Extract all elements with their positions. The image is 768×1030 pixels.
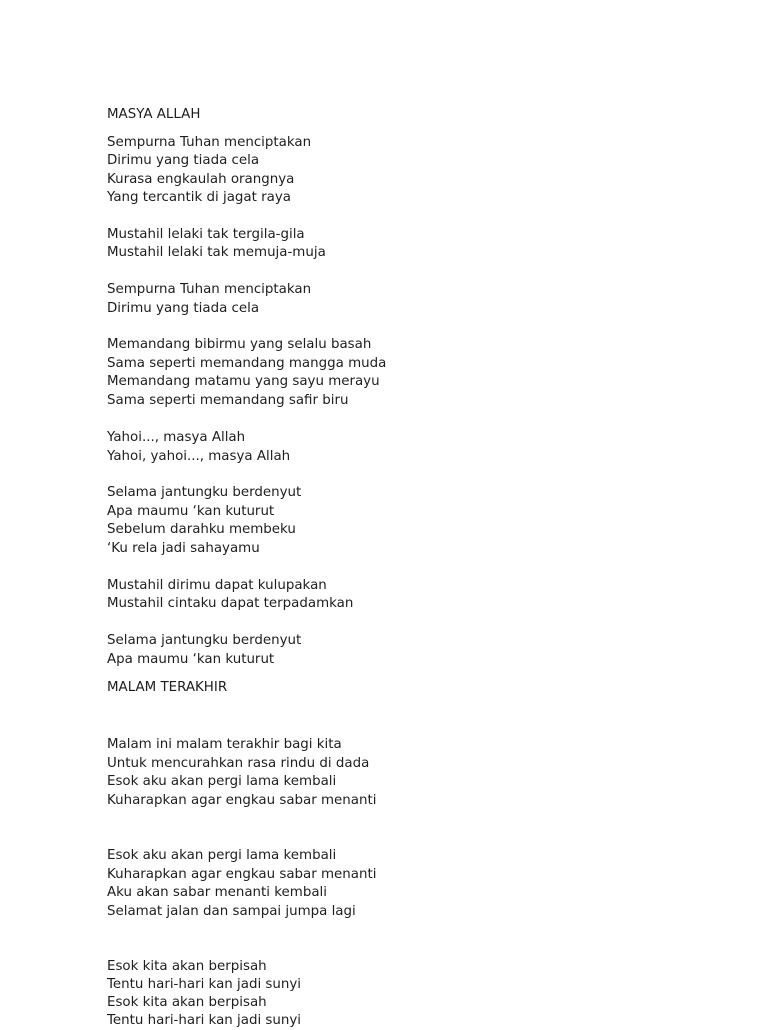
lyric-line: Selama jantungku berdenyut: [107, 485, 302, 500]
lyric-line: Esok kita akan berpisah: [107, 995, 267, 1010]
lyric-line: Esok aku akan pergi lama kembali: [107, 774, 337, 789]
lyric-line: Tentu hari-hari kan jadi sunyi: [107, 977, 302, 992]
lyric-line: Malam ini malam terakhir bagi kita: [107, 737, 342, 752]
lyric-line: Selamat jalan dan sampai jumpa lagi: [107, 904, 356, 919]
lyric-line: Kuharapkan agar engkau sabar menanti: [107, 867, 377, 882]
lyric-line: Sama seperti memandang safir biru: [107, 393, 349, 408]
lyric-line: Sempurna Tuhan menciptakan: [107, 282, 312, 297]
lyric-line: Dirimu yang tiada cela: [107, 153, 260, 168]
lyric-line: Esok aku akan pergi lama kembali: [107, 848, 337, 863]
lyric-line: Yahoi, yahoi..., masya Allah: [107, 449, 291, 464]
lyric-line: Apa maumu ‘kan kuturut: [107, 504, 275, 519]
lyric-line: Yang tercantik di jagat raya: [107, 190, 291, 205]
lyric-line: Aku akan sabar menanti kembali: [107, 885, 327, 900]
lyric-line: Sama seperti memandang mangga muda: [107, 356, 387, 371]
lyric-line: Kuharapkan agar engkau sabar menanti: [107, 793, 377, 808]
lyric-line: Apa maumu ‘kan kuturut: [107, 652, 275, 667]
lyric-line: Sempurna Tuhan menciptakan: [107, 135, 312, 150]
lyric-line: Sebelum darahku membeku: [107, 522, 296, 537]
lyric-line: Kurasa engkaulah orangnya: [107, 172, 295, 187]
lyric-line: Mustahil lelaki tak memuja-muja: [107, 245, 326, 260]
lyric-line: Mustahil lelaki tak tergila-gila: [107, 227, 305, 242]
lyric-line: Selama jantungku berdenyut: [107, 633, 302, 648]
lyric-line: Esok kita akan berpisah: [107, 959, 267, 974]
lyric-line: Dirimu yang tiada cela: [107, 301, 260, 316]
lyric-line: Mustahil cintaku dapat terpadamkan: [107, 596, 354, 611]
lyric-line: Tentu hari-hari kan jadi sunyi: [107, 1013, 302, 1028]
lyric-line: Yahoi..., masya Allah: [107, 430, 246, 445]
lyric-line: ‘Ku rela jadi sahayamu: [107, 541, 260, 556]
song-title: MALAM TERAKHIR: [107, 680, 228, 695]
lyric-line: Memandang bibirmu yang selalu basah: [107, 337, 372, 352]
song-title: MASYA ALLAH: [107, 107, 201, 122]
lyric-line: Mustahil dirimu dapat kulupakan: [107, 578, 327, 593]
lyric-line: Untuk mencurahkan rasa rindu di dada: [107, 756, 370, 771]
lyric-line: Memandang matamu yang sayu merayu: [107, 374, 380, 389]
